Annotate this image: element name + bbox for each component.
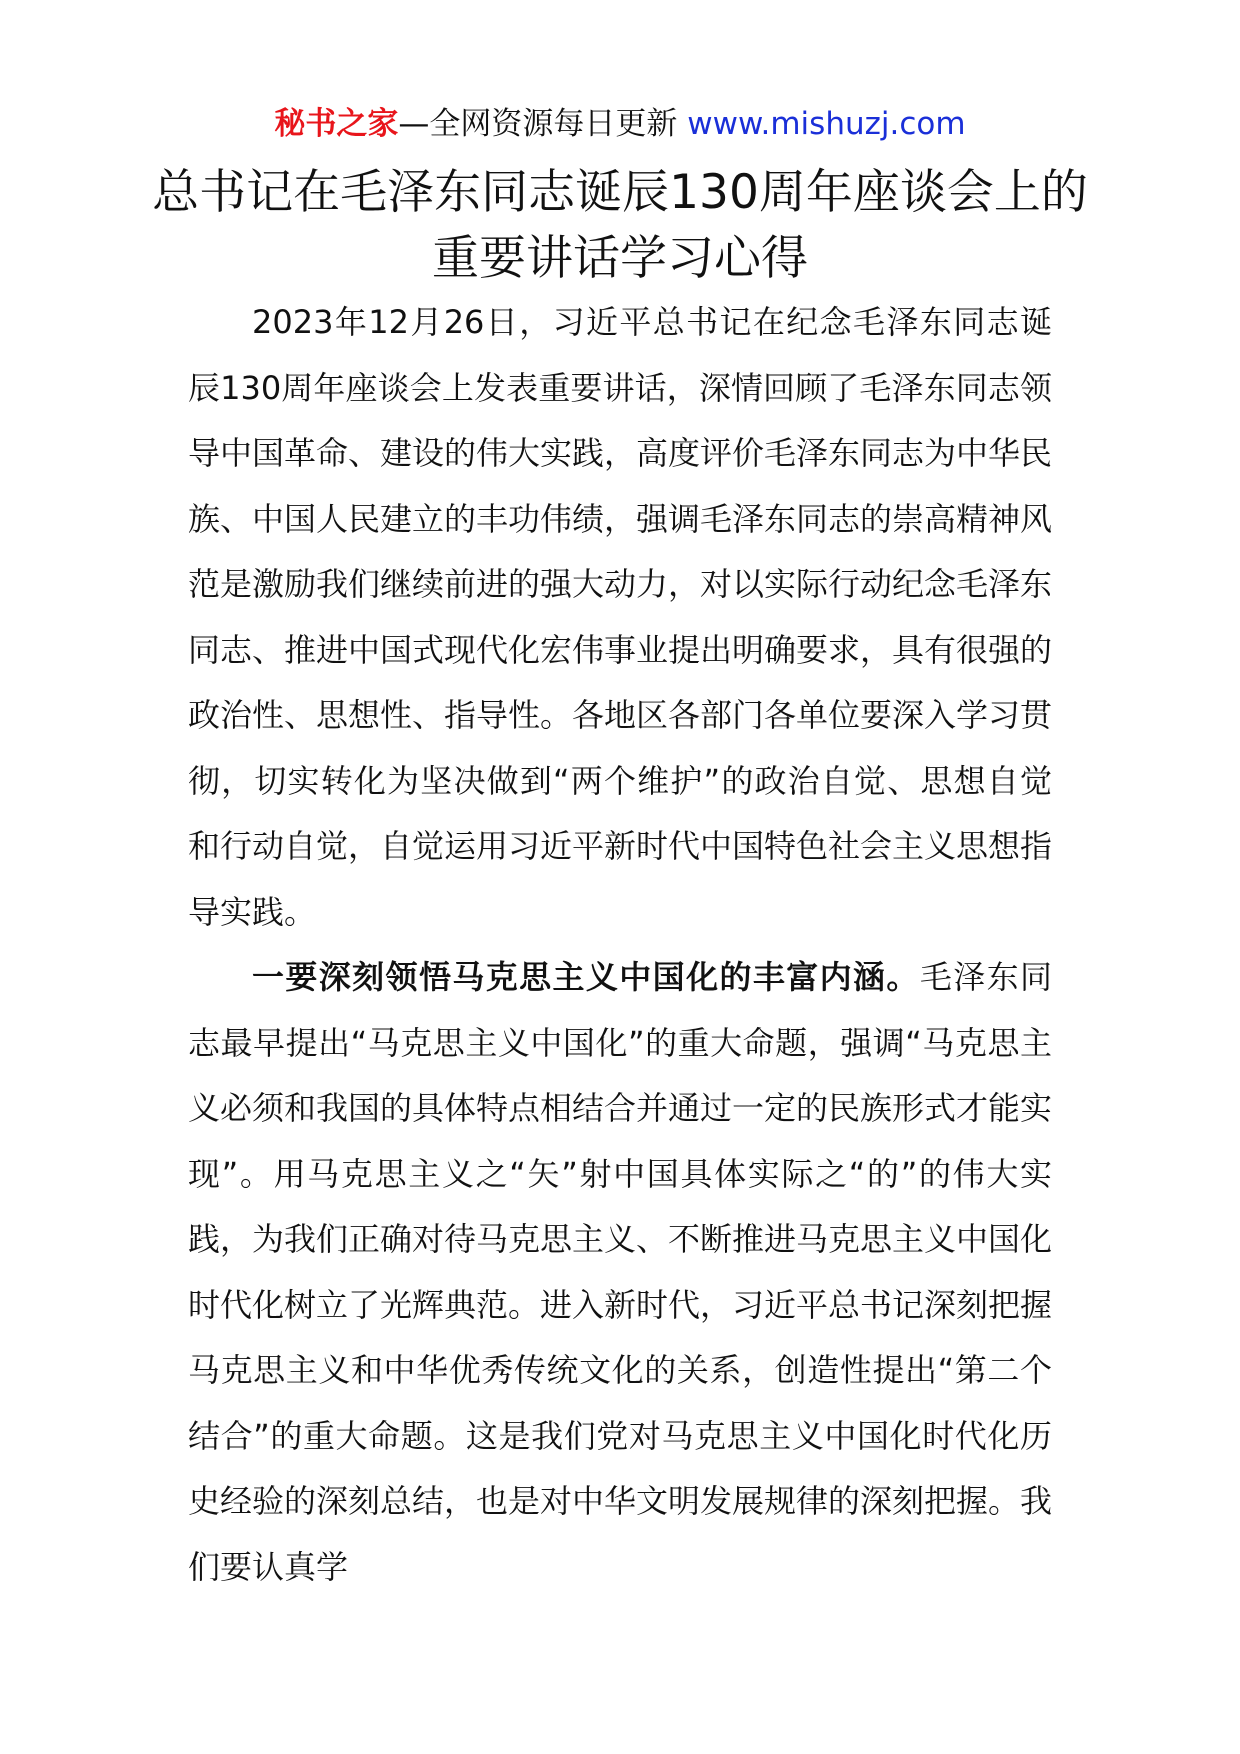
paragraph-1-text: 2023年12月26日，习近平总书记在纪念毛泽东同志诞辰130周年座谈会上发表重要讲话，深情回顾了毛泽东同志领导中国革命、建设的伟大实践，高度评价毛泽东同志为中华民族、中国人民建立的丰功伟绩，强调毛泽东同志的崇高精神风范是激励我们继续前进的强大动力，对以实际行动纪念毛泽东同志、推进中国式现代化宏伟事业提出明确要求，具有很强的政治性、思想性、指导性。各地区各部门各单位要深入学习贯彻，切实转化为坚决做到“两个维护”的政治自觉、思想自觉和行动自觉，自觉运用习近平新时代中国特色社会主义思想指导实践。 (188, 303, 1053, 931)
body-paragraph-1 (188, 290, 1052, 945)
site-header (0, 102, 1240, 146)
body-paragraph-2 (188, 945, 1052, 1600)
document-body (188, 290, 1052, 1600)
site-brand: 秘书之家 (274, 106, 399, 142)
paragraph-2-heading: 一要深刻领悟马克思主义中国化的丰富内涵。 (252, 958, 920, 996)
site-url-link[interactable]: www.mishuzj.com (687, 106, 966, 142)
site-tagline: —全网资源每日更新 (398, 106, 688, 142)
document-title: 总书记在毛泽东同志诞辰130周年座谈会上的重要讲话学习心得 (152, 165, 1088, 286)
paragraph-2-text: 毛泽东同志最早提出“马克思主义中国化”的重大命题，强调“马克思主义必须和我国的具体特点相结合并通过一定的民族形式才能实现”。用马克思主义之“矢”射中国具体实际之“的”的伟大实践，为我们正确对待马克思主义、不断推进马克思主义中国化时代化树立了光辉典范。进入新时代，习近平总书记深刻把握马克思主义和中华优秀传统文化的关系，创造性提出“第二个结合”的重大命题。这是我们党对马克思主义中国化时代化历史经验的深刻总结，也是对中华文明发展规律的深刻把握。我们要认真学 (188, 958, 1053, 1586)
